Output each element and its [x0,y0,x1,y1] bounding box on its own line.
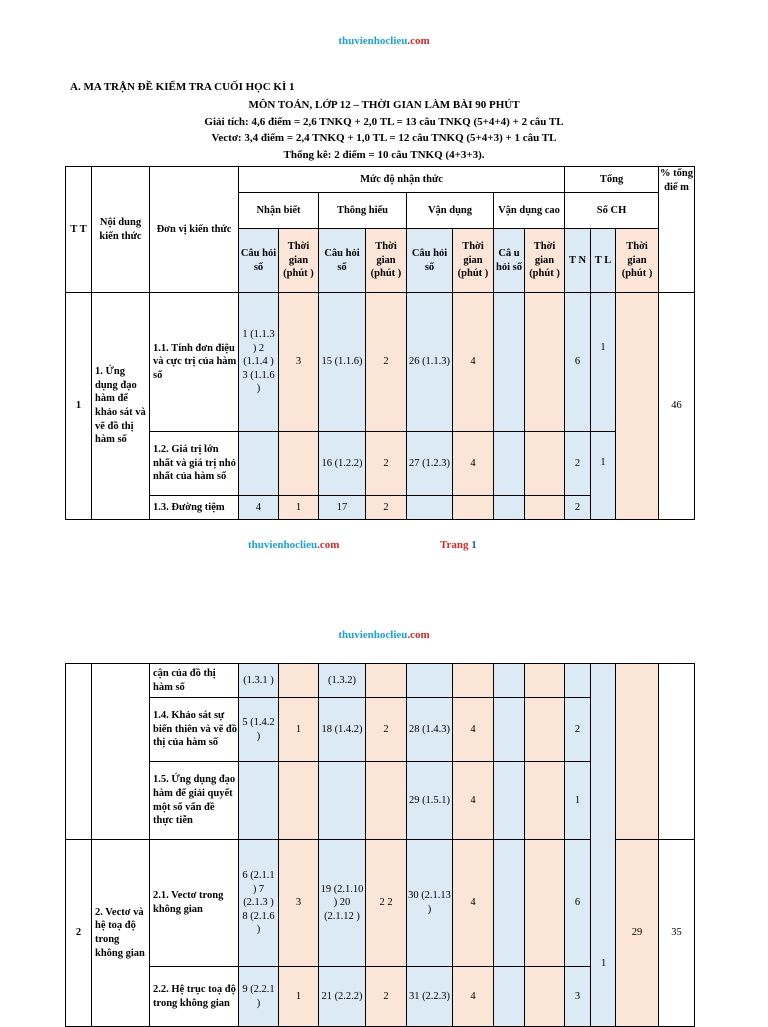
cell-tl-time: 29 [616,840,659,1027]
info-line-statistics: Thống kê: 2 điểm = 10 câu TNKQ (4+3+3). [283,149,485,161]
cell-vdc-time [525,432,565,496]
page-number: 1 [471,539,477,551]
cell-vdc-time [525,698,565,762]
cell-th: 16 (1.2.2) [319,432,366,496]
cell-tl: 1 [591,432,616,520]
cell-nb [239,432,279,496]
cell-vdc-time [525,664,565,698]
cell-nb-time: 1 [279,967,319,1027]
cell-vd-time: 4 [453,967,494,1027]
cell-tl-time [616,664,659,840]
table-row [66,664,695,698]
row-content: 1. Ứng dụng đạo hàm để khảo sát và vẽ đồ thị hàm số [92,293,150,520]
cell-tn: 2 [565,698,591,762]
cell-th-time: 2 [366,967,407,1027]
header-thong-hieu: Thông hiểu [319,193,407,229]
subheader-tn: T N [565,229,591,293]
cell-vdc-time [525,293,565,432]
cell-vd [407,496,453,520]
tl-value-overlay: 1 [601,958,607,969]
cell-th-time: 2 [366,432,407,496]
cell-vdc [494,840,525,967]
cell-nb-time [279,432,319,496]
cell-th-time: 2 2 [366,840,407,967]
subheader-thoi-gian: Thời gian (phút ) [279,229,319,293]
matrix-table-page2 [65,663,695,1027]
header-van-dung: Vận dụng [407,193,494,229]
cell-nb-time: 3 [279,840,319,967]
cell-th: 17 [319,496,366,520]
row-unit: 2.2. Hệ trục toạ độ trong không gian [150,967,239,1027]
page-number-label [440,539,477,551]
subheader-cau-hoi: Câ u hỏi số [494,229,525,293]
page-word: Trang [440,539,469,551]
cell-vd-time: 4 [453,432,494,496]
cell-vdc [494,664,525,698]
header-so-ch: Số CH [565,193,659,229]
row-unit: 2.1. Vectơ trong không gian [150,840,239,967]
subheader-thoi-gian: Thời gian (phút ) [616,229,659,293]
cell-th: 18 (1.4.2) [319,698,366,762]
document-title: A. MA TRẬN ĐỀ KIỂM TRA CUỐI HỌC KÌ 1 [70,81,295,93]
cell-vdc [494,432,525,496]
subheader-tl: T L [591,229,616,293]
row-tt: 2 [66,840,92,1027]
cell-th [319,762,366,840]
cell-nb: (1.3.1 ) [239,664,279,698]
row-unit: 1.1. Tính đơn điệu và cực trị của hàm số [150,293,239,432]
subheader-thoi-gian: Thời gian (phút ) [453,229,494,293]
cell-vd: 26 (1.1.3) [407,293,453,432]
table-row [66,293,695,432]
brand-name: thuvienhoclieu [338,35,408,47]
brand-header [0,35,768,47]
cell-vd-time: 4 [453,293,494,432]
cell-th-time: 2 [366,293,407,432]
cell-vd: 27 (1.2.3) [407,432,453,496]
row-unit: 1.2. Giá trị lớn nhất và giá trị nhỏ nhất của hàm số [150,432,239,496]
cell-th: (1.3.2) [319,664,366,698]
cell-th: 19 (2.1.10 ) 20 (2.1.12 ) [319,840,366,967]
cell-vdc [494,496,525,520]
info-line-vector: Vectơ: 3,4 điểm = 2,4 TNKQ + 1,0 TL = 12 câu TNKQ (5+4+3) + 1 câu TL [211,132,557,144]
cell-tn: 2 [565,496,591,520]
subheader-thoi-gian: Thời gian (phút ) [366,229,407,293]
cell-nb: 9 (2.2.1 ) [239,967,279,1027]
header-level: Mức độ nhận thức [239,167,565,193]
row-content: 2. Vectơ và hệ toạ độ trong không gian [92,840,150,1027]
cell-vdc [494,698,525,762]
brand-tld: .com [407,629,430,641]
cell-nb: 6 (2.1.1 ) 7 (2.1.3 ) 8 (2.1.6 ) [239,840,279,967]
cell-tl-time [616,293,659,520]
cell-tn: 2 [565,432,591,496]
cell-vd: 31 (2.2.3) [407,967,453,1027]
subheader-cau-hoi: Câu hỏi số [319,229,366,293]
cell-percent: 35 [659,840,695,1027]
cell-vdc [494,967,525,1027]
cell-nb-time: 1 [279,496,319,520]
cell-nb [239,762,279,840]
cell-th: 15 (1.1.6) [319,293,366,432]
cell-vdc-time [525,840,565,967]
header-content: Nội dung kiến thức [92,167,150,293]
table-row [66,432,695,496]
cell-vdc [494,293,525,432]
cell-tn [565,664,591,698]
header-unit: Đơn vị kiến thức [150,167,239,293]
cell-vdc [494,762,525,840]
cell-th-time [366,664,407,698]
header-tt: T T [66,167,92,293]
document-subtitle: MÔN TOÁN, LỚP 12 – THỜI GIAN LÀM BÀI 90 PHÚT [248,99,520,111]
cell-th-time: 2 [366,496,407,520]
row-tt [66,664,92,840]
header-van-dung-cao: Vận dụng cao [494,193,565,229]
cell-tn: 1 [565,762,591,840]
cell-tl: 1 [591,293,616,432]
cell-tl [591,664,616,1027]
cell-nb-time [279,762,319,840]
subheader-cau-hoi: Câu hỏi số [239,229,279,293]
subheader-cau-hoi: Câu hỏi số [407,229,453,293]
cell-tn: 6 [565,293,591,432]
cell-vd-time: 4 [453,840,494,967]
row-unit: cận của đồ thị hàm số [150,664,239,698]
row-unit: 1.5. Ứng dụng đạo hàm để giải quyết một số vấn đề thực tiễn [150,762,239,840]
cell-nb-time [279,664,319,698]
brand-footer [248,539,339,551]
info-line-analysis: Giải tích: 4,6 điểm = 2,6 TNKQ + 2,0 TL = 13 câu TNKQ (5+4+4) + 2 câu TL [204,116,564,128]
cell-vd-time: 4 [453,698,494,762]
header-total: Tổng [565,167,659,193]
cell-nb: 5 (1.4.2 ) [239,698,279,762]
cell-vd: 29 (1.5.1) [407,762,453,840]
cell-vd: 30 (2.1.13 ) [407,840,453,967]
matrix-table-page1 [65,166,695,520]
row-tt: 1 [66,293,92,520]
cell-tn: 6 [565,840,591,967]
brand-header-page2 [0,629,768,641]
cell-th-time [366,762,407,840]
cell-nb-time: 3 [279,293,319,432]
row-unit: 1.4. Khảo sát sự biến thiên và vẽ đồ thị của hàm số [150,698,239,762]
brand-tld: .com [317,539,340,551]
cell-tn: 3 [565,967,591,1027]
cell-vdc-time [525,967,565,1027]
cell-th: 21 (2.2.2) [319,967,366,1027]
cell-nb-time: 1 [279,698,319,762]
cell-vd-time [453,664,494,698]
cell-vd-time: 4 [453,762,494,840]
brand-name: thuvienhoclieu [248,539,318,551]
subheader-thoi-gian: Thời gian (phút ) [525,229,565,293]
cell-vd: 28 (1.4.3) [407,698,453,762]
cell-vd [407,664,453,698]
cell-nb: 4 [239,496,279,520]
cell-percent: 46 [659,293,695,520]
header-nhan-biet: Nhận biết [239,193,319,229]
cell-vdc-time [525,762,565,840]
cell-th-time: 2 [366,698,407,762]
cell-vdc-time [525,496,565,520]
brand-name: thuvienhoclieu [338,629,408,641]
row-content [92,664,150,840]
cell-percent [659,664,695,840]
cell-vd-time [453,496,494,520]
header-percent: % tổng điể m [659,167,695,293]
cell-nb: 1 (1.1.3 ) 2 (1.1.4 ) 3 (1.1.6 ) [239,293,279,432]
brand-tld: .com [407,35,430,47]
row-unit: 1.3. Đường tiệm [150,496,239,520]
